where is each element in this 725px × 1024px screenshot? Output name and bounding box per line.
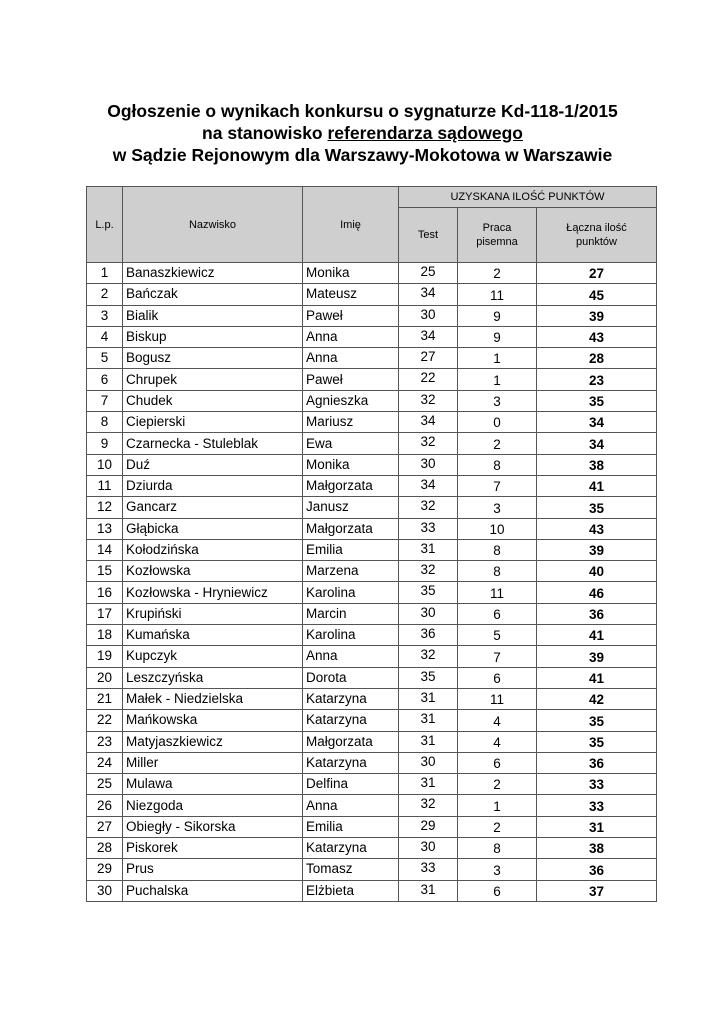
title-line-2-prefix: na stanowisko xyxy=(202,123,328,143)
row-number: 29 xyxy=(87,859,123,880)
surname-cell: Mulawa xyxy=(123,774,303,795)
row-number: 2 xyxy=(87,284,123,305)
written-work-score-cell: 6 xyxy=(458,880,537,901)
header-imie: Imię xyxy=(303,187,399,263)
test-score-cell: 30 xyxy=(399,305,458,326)
test-score-cell: 22 xyxy=(399,369,458,390)
title-line-3: w Sądzie Rejonowym dla Warszawy-Mokotowa w Warszawie xyxy=(112,145,613,165)
written-work-score-cell: 11 xyxy=(458,582,537,603)
test-score-cell: 31 xyxy=(399,774,458,795)
test-score-cell: 32 xyxy=(399,795,458,816)
first-name-cell: Emilia xyxy=(303,539,399,560)
table-row xyxy=(87,859,657,880)
surname-cell: Kozłowska - Hryniewicz xyxy=(123,582,303,603)
first-name-cell: Małgorzata xyxy=(303,475,399,496)
written-work-score-cell: 3 xyxy=(458,859,537,880)
total-score-cell: 39 xyxy=(537,539,657,560)
written-work-score-cell: 11 xyxy=(458,284,537,305)
table-row xyxy=(87,731,657,752)
header-laczna-line-1: Łączna ilość xyxy=(566,222,627,234)
row-number: 23 xyxy=(87,731,123,752)
written-work-score-cell: 7 xyxy=(458,475,537,496)
title-position-underlined: referendarza sądowego xyxy=(327,123,523,143)
first-name-cell: Agnieszka xyxy=(303,390,399,411)
written-work-score-cell: 6 xyxy=(458,752,537,773)
row-number: 4 xyxy=(87,326,123,347)
first-name-cell: Anna xyxy=(303,326,399,347)
row-number: 3 xyxy=(87,305,123,326)
written-work-score-cell: 1 xyxy=(458,795,537,816)
test-score-cell: 27 xyxy=(399,348,458,369)
first-name-cell: Katarzyna xyxy=(303,752,399,773)
row-number: 16 xyxy=(87,582,123,603)
first-name-cell: Małgorzata xyxy=(303,731,399,752)
written-work-score-cell: 8 xyxy=(458,838,537,859)
row-number: 27 xyxy=(87,816,123,837)
table-row xyxy=(87,412,657,433)
surname-cell: Miller xyxy=(123,752,303,773)
header-lp: L.p. xyxy=(87,187,123,263)
table-row xyxy=(87,518,657,539)
written-work-score-cell: 8 xyxy=(458,539,537,560)
table-row xyxy=(87,497,657,518)
row-number: 8 xyxy=(87,412,123,433)
results-table-body xyxy=(87,263,657,902)
test-score-cell: 31 xyxy=(399,880,458,901)
total-score-cell: 35 xyxy=(537,731,657,752)
total-score-cell: 41 xyxy=(537,667,657,688)
surname-cell: Małek - Niedzielska xyxy=(123,688,303,709)
total-score-cell: 41 xyxy=(537,475,657,496)
table-row xyxy=(87,816,657,837)
table-row xyxy=(87,390,657,411)
header-praca-line-2: pisemna xyxy=(476,236,518,248)
row-number: 11 xyxy=(87,475,123,496)
header-points-group: UZYSKANA ILOŚĆ PUNKTÓW xyxy=(399,187,657,208)
written-work-score-cell: 6 xyxy=(458,603,537,624)
row-number: 30 xyxy=(87,880,123,901)
written-work-score-cell: 2 xyxy=(458,433,537,454)
surname-cell: Kozłowska xyxy=(123,561,303,582)
test-score-cell: 32 xyxy=(399,390,458,411)
title-line-2 xyxy=(0,122,725,144)
test-score-cell: 31 xyxy=(399,688,458,709)
test-score-cell: 31 xyxy=(399,710,458,731)
table-row xyxy=(87,795,657,816)
table-row xyxy=(87,539,657,560)
row-number: 6 xyxy=(87,369,123,390)
test-score-cell: 32 xyxy=(399,646,458,667)
row-number: 21 xyxy=(87,688,123,709)
total-score-cell: 33 xyxy=(537,795,657,816)
total-score-cell: 37 xyxy=(537,880,657,901)
test-score-cell: 31 xyxy=(399,731,458,752)
surname-cell: Kupczyk xyxy=(123,646,303,667)
table-row xyxy=(87,561,657,582)
total-score-cell: 46 xyxy=(537,582,657,603)
total-score-cell: 36 xyxy=(537,859,657,880)
surname-cell: Chrupek xyxy=(123,369,303,390)
row-number: 28 xyxy=(87,838,123,859)
total-score-cell: 41 xyxy=(537,625,657,646)
surname-cell: Matyjaszkiewicz xyxy=(123,731,303,752)
row-number: 5 xyxy=(87,348,123,369)
written-work-score-cell: 7 xyxy=(458,646,537,667)
test-score-cell: 30 xyxy=(399,454,458,475)
total-score-cell: 34 xyxy=(537,412,657,433)
table-row xyxy=(87,838,657,859)
surname-cell: Ciepierski xyxy=(123,412,303,433)
surname-cell: Obiegły - Sikorska xyxy=(123,816,303,837)
written-work-score-cell: 2 xyxy=(458,263,537,284)
first-name-cell: Katarzyna xyxy=(303,710,399,731)
surname-cell: Kumańska xyxy=(123,625,303,646)
table-row xyxy=(87,646,657,667)
table-row xyxy=(87,603,657,624)
written-work-score-cell: 8 xyxy=(458,561,537,582)
total-score-cell: 35 xyxy=(537,390,657,411)
total-score-cell: 28 xyxy=(537,348,657,369)
first-name-cell: Monika xyxy=(303,263,399,284)
table-row xyxy=(87,880,657,901)
written-work-score-cell: 9 xyxy=(458,326,537,347)
written-work-score-cell: 10 xyxy=(458,518,537,539)
document-title xyxy=(0,100,725,166)
written-work-score-cell: 4 xyxy=(458,710,537,731)
test-score-cell: 32 xyxy=(399,433,458,454)
written-work-score-cell: 1 xyxy=(458,348,537,369)
header-laczna-line-2: punktów xyxy=(576,236,617,248)
test-score-cell: 31 xyxy=(399,539,458,560)
title-line-1: Ogłoszenie o wynikach konkursu o sygnaturze Kd-118-1/2015 xyxy=(107,101,618,121)
surname-cell: Głąbicka xyxy=(123,518,303,539)
first-name-cell: Karolina xyxy=(303,582,399,603)
surname-cell: Banaszkiewicz xyxy=(123,263,303,284)
table-row xyxy=(87,348,657,369)
total-score-cell: 38 xyxy=(537,838,657,859)
total-score-cell: 36 xyxy=(537,603,657,624)
row-number: 22 xyxy=(87,710,123,731)
total-score-cell: 42 xyxy=(537,688,657,709)
written-work-score-cell: 3 xyxy=(458,497,537,518)
row-number: 12 xyxy=(87,497,123,518)
surname-cell: Duź xyxy=(123,454,303,475)
written-work-score-cell: 8 xyxy=(458,454,537,475)
table-row xyxy=(87,752,657,773)
row-number: 26 xyxy=(87,795,123,816)
test-score-cell: 34 xyxy=(399,412,458,433)
total-score-cell: 39 xyxy=(537,305,657,326)
surname-cell: Piskorek xyxy=(123,838,303,859)
total-score-cell: 36 xyxy=(537,752,657,773)
total-score-cell: 39 xyxy=(537,646,657,667)
total-score-cell: 34 xyxy=(537,433,657,454)
header-nazwisko: Nazwisko xyxy=(123,187,303,263)
first-name-cell: Karolina xyxy=(303,625,399,646)
row-number: 13 xyxy=(87,518,123,539)
test-score-cell: 36 xyxy=(399,625,458,646)
test-score-cell: 29 xyxy=(399,816,458,837)
surname-cell: Czarnecka - Stuleblak xyxy=(123,433,303,454)
total-score-cell: 35 xyxy=(537,497,657,518)
test-score-cell: 32 xyxy=(399,497,458,518)
table-row xyxy=(87,284,657,305)
surname-cell: Prus xyxy=(123,859,303,880)
total-score-cell: 45 xyxy=(537,284,657,305)
first-name-cell: Małgorzata xyxy=(303,518,399,539)
first-name-cell: Mariusz xyxy=(303,412,399,433)
table-row xyxy=(87,433,657,454)
row-number: 18 xyxy=(87,625,123,646)
header-praca-line-1: Praca xyxy=(482,222,512,234)
total-score-cell: 23 xyxy=(537,369,657,390)
first-name-cell: Emilia xyxy=(303,816,399,837)
row-number: 15 xyxy=(87,561,123,582)
row-number: 19 xyxy=(87,646,123,667)
first-name-cell: Katarzyna xyxy=(303,838,399,859)
table-row xyxy=(87,688,657,709)
first-name-cell: Tomasz xyxy=(303,859,399,880)
row-number: 1 xyxy=(87,263,123,284)
written-work-score-cell: 3 xyxy=(458,390,537,411)
first-name-cell: Anna xyxy=(303,646,399,667)
header-praca-pisemna xyxy=(458,208,537,263)
row-number: 24 xyxy=(87,752,123,773)
surname-cell: Leszczyńska xyxy=(123,667,303,688)
surname-cell: Krupiński xyxy=(123,603,303,624)
table-row xyxy=(87,475,657,496)
first-name-cell: Dorota xyxy=(303,667,399,688)
test-score-cell: 30 xyxy=(399,603,458,624)
test-score-cell: 35 xyxy=(399,582,458,603)
written-work-score-cell: 1 xyxy=(458,369,537,390)
table-row xyxy=(87,582,657,603)
table-row xyxy=(87,667,657,688)
surname-cell: Mańkowska xyxy=(123,710,303,731)
surname-cell: Biskup xyxy=(123,326,303,347)
first-name-cell: Delfina xyxy=(303,774,399,795)
table-row xyxy=(87,454,657,475)
total-score-cell: 40 xyxy=(537,561,657,582)
surname-cell: Bańczak xyxy=(123,284,303,305)
total-score-cell: 27 xyxy=(537,263,657,284)
test-score-cell: 34 xyxy=(399,284,458,305)
row-number: 9 xyxy=(87,433,123,454)
first-name-cell: Ewa xyxy=(303,433,399,454)
first-name-cell: Monika xyxy=(303,454,399,475)
test-score-cell: 30 xyxy=(399,752,458,773)
surname-cell: Puchalska xyxy=(123,880,303,901)
table-row xyxy=(87,305,657,326)
written-work-score-cell: 5 xyxy=(458,625,537,646)
surname-cell: Dziurda xyxy=(123,475,303,496)
written-work-score-cell: 9 xyxy=(458,305,537,326)
first-name-cell: Paweł xyxy=(303,369,399,390)
table-row xyxy=(87,369,657,390)
surname-cell: Niezgoda xyxy=(123,795,303,816)
header-laczna xyxy=(537,208,657,263)
table-row xyxy=(87,710,657,731)
written-work-score-cell: 6 xyxy=(458,667,537,688)
first-name-cell: Marzena xyxy=(303,561,399,582)
written-work-score-cell: 4 xyxy=(458,731,537,752)
test-score-cell: 25 xyxy=(399,263,458,284)
test-score-cell: 32 xyxy=(399,561,458,582)
row-number: 17 xyxy=(87,603,123,624)
row-number: 25 xyxy=(87,774,123,795)
row-number: 20 xyxy=(87,667,123,688)
written-work-score-cell: 11 xyxy=(458,688,537,709)
total-score-cell: 38 xyxy=(537,454,657,475)
row-number: 7 xyxy=(87,390,123,411)
header-test: Test xyxy=(399,208,458,263)
table-row xyxy=(87,326,657,347)
first-name-cell: Anna xyxy=(303,795,399,816)
test-score-cell: 33 xyxy=(399,518,458,539)
total-score-cell: 43 xyxy=(537,326,657,347)
first-name-cell: Paweł xyxy=(303,305,399,326)
written-work-score-cell: 2 xyxy=(458,774,537,795)
row-number: 10 xyxy=(87,454,123,475)
table-row xyxy=(87,774,657,795)
results-table xyxy=(86,186,657,902)
test-score-cell: 33 xyxy=(399,859,458,880)
header-row-1 xyxy=(87,187,657,208)
test-score-cell: 35 xyxy=(399,667,458,688)
test-score-cell: 30 xyxy=(399,838,458,859)
total-score-cell: 43 xyxy=(537,518,657,539)
first-name-cell: Janusz xyxy=(303,497,399,518)
surname-cell: Kołodzińska xyxy=(123,539,303,560)
first-name-cell: Katarzyna xyxy=(303,688,399,709)
row-number: 14 xyxy=(87,539,123,560)
first-name-cell: Anna xyxy=(303,348,399,369)
first-name-cell: Mateusz xyxy=(303,284,399,305)
table-row xyxy=(87,625,657,646)
first-name-cell: Elżbieta xyxy=(303,880,399,901)
written-work-score-cell: 0 xyxy=(458,412,537,433)
surname-cell: Chudek xyxy=(123,390,303,411)
first-name-cell: Marcin xyxy=(303,603,399,624)
surname-cell: Gancarz xyxy=(123,497,303,518)
test-score-cell: 34 xyxy=(399,475,458,496)
total-score-cell: 33 xyxy=(537,774,657,795)
total-score-cell: 31 xyxy=(537,816,657,837)
table-row xyxy=(87,263,657,284)
total-score-cell: 35 xyxy=(537,710,657,731)
test-score-cell: 34 xyxy=(399,326,458,347)
surname-cell: Bogusz xyxy=(123,348,303,369)
written-work-score-cell: 2 xyxy=(458,816,537,837)
surname-cell: Bialik xyxy=(123,305,303,326)
